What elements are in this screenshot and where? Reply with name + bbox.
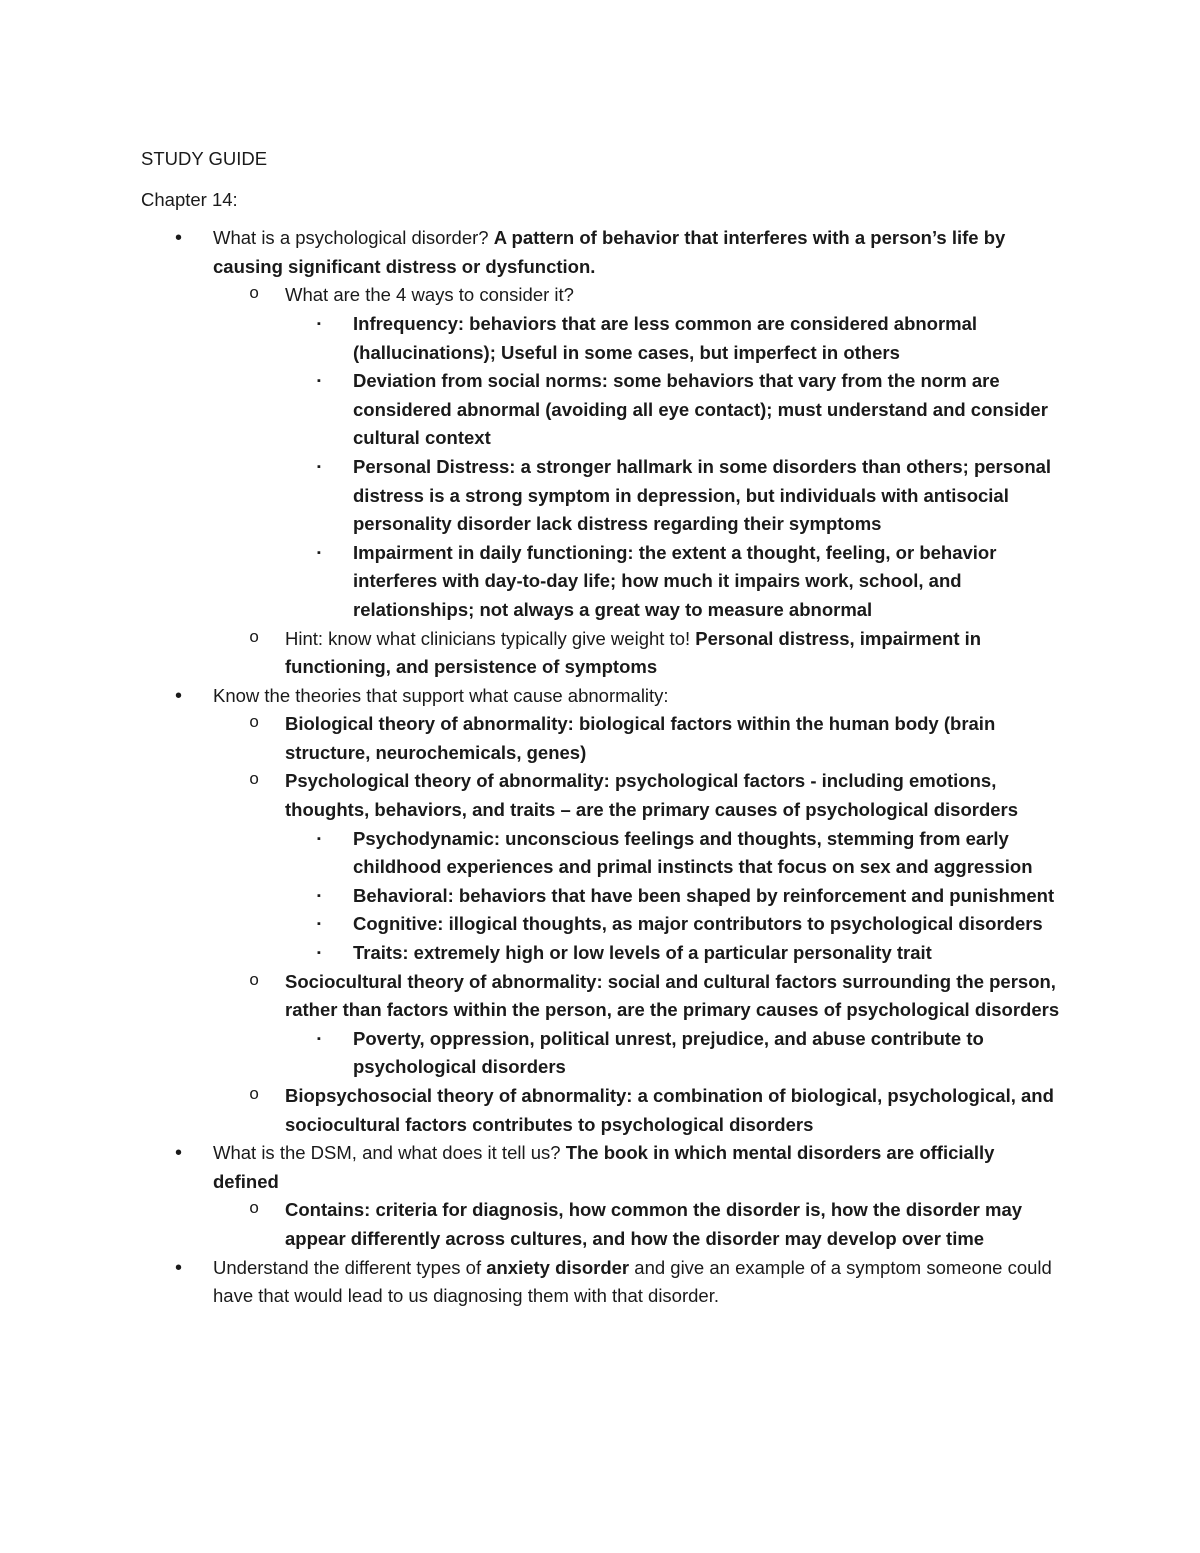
list-item-level-1 [141, 1139, 1061, 1196]
question-text: What is the DSM, and what does it tell us? [213, 1142, 566, 1164]
answer-text: Biopsychosocial theory of abnormality: a combination of biological, psychological, and sociocultural factors contributes to psychological disorders [285, 1085, 1054, 1135]
question-text: Understand the different types of [213, 1256, 487, 1278]
square-bullet-icon: ▪ [317, 918, 321, 931]
outline-list [141, 224, 1061, 1311]
circle-bullet-icon: o [249, 714, 260, 734]
question-text: What is a psychological disorder? [213, 227, 494, 249]
circle-bullet-icon: o [249, 285, 260, 305]
answer-text: Contains: criteria for diagnosis, how common the disorder is, how the disorder may appear differently across cultures, and how the disorder may develop over time [285, 1199, 1023, 1249]
answer-text: Deviation from social norms: some behaviors that vary from the norm are considered abnormal (avoiding all eye contact); must understand and consider cultural context [353, 370, 1048, 449]
question-text: What are the 4 ways to consider it? [285, 284, 574, 306]
answer-text: Behavioral: behaviors that have been shaped by reinforcement and punishment [353, 884, 1055, 906]
circle-bullet-icon: o [249, 971, 260, 991]
list-item-level-2 [141, 710, 1061, 767]
list-item-level-1 [141, 682, 1061, 711]
circle-bullet-icon: o [249, 1086, 260, 1105]
list-item-level-2 [141, 625, 1061, 682]
circle-bullet-icon: o [249, 771, 260, 791]
list-item-level-3 [141, 882, 1061, 911]
circle-bullet-icon: o [249, 628, 260, 648]
answer-text: Sociocultural theory of abnormality: social and cultural factors surrounding the person, rather than factors within the person, are the primary causes of psychological disorders [285, 970, 1060, 1021]
answer-text: Impairment in daily functioning: the extent a thought, feeling, or behavior interferes with day-to-day life; how much it impairs work, school, and relationships; not always a great way to measure abnormal [353, 541, 997, 620]
question-text: and give an example of a symptom someone could have that would lead to us diagnosing them with that disorder. [213, 1256, 1052, 1307]
list-item-level-3 [141, 367, 1061, 453]
list-item-level-2 [141, 1196, 1061, 1253]
answer-text: Biological theory of abnormality: biological factors within the human body (brain structure, neurochemicals, genes) [285, 713, 996, 763]
square-bullet-icon: ▪ [317, 832, 321, 845]
list-item-level-3 [141, 310, 1061, 367]
bullet-icon: • [175, 1142, 183, 1165]
list-item-level-3 [141, 1025, 1061, 1082]
list-item-level-3 [141, 910, 1061, 939]
list-item-level-3 [141, 453, 1061, 539]
chapter-heading: Chapter 14: [141, 188, 238, 210]
square-bullet-icon: ▪ [317, 375, 321, 388]
answer-text: Personal distress, impairment in functioning, and persistence of symptoms [285, 627, 982, 678]
bullet-icon: • [175, 227, 183, 250]
square-bullet-icon: ▪ [317, 889, 321, 902]
square-bullet-icon: ▪ [317, 317, 321, 330]
answer-text: anxiety disorder [486, 1256, 630, 1278]
answer-text: Traits: extremely high or low levels of a particular personality trait [353, 942, 932, 964]
bullet-icon: • [175, 684, 183, 707]
list-item-level-2 [141, 281, 1061, 310]
bullet-icon: • [175, 1256, 183, 1279]
question-text: Hint: know what clinicians typically give weight to! [285, 627, 696, 649]
document-title: STUDY GUIDE [141, 148, 268, 169]
answer-text: The book in which mental disorders are officially defined [213, 1142, 995, 1192]
square-bullet-icon: ▪ [317, 460, 321, 473]
answer-text: Psychodynamic: unconscious feelings and thoughts, stemming from early childhood experiences and primal instincts that focus on sex and aggression [353, 827, 1033, 878]
list-item-level-1 [141, 224, 1061, 281]
square-bullet-icon: ▪ [317, 546, 321, 559]
answer-text: Poverty, oppression, political unrest, prejudice, and abuse contribute to psychological disorders [353, 1027, 984, 1078]
answer-text: Cognitive: illogical thoughts, as major contributors to psychological disorders [353, 913, 1043, 935]
square-bullet-icon: ▪ [317, 947, 321, 960]
list-item-level-1 [141, 1254, 1061, 1311]
circle-bullet-icon: o [249, 1200, 260, 1220]
list-item-level-2 [141, 767, 1061, 824]
answer-text: Psychological theory of abnormality: psychological factors - including emotions, thoughts, behaviors, and traits – are the primary causes of psychological disorders [285, 770, 1019, 821]
list-item-level-3 [141, 539, 1061, 625]
answer-text: Infrequency: behaviors that are less common are considered abnormal (hallucinations); Useful in some cases, but imperfect in others [353, 312, 978, 363]
document-body [141, 145, 1061, 1311]
question-text: Know the theories that support what cause abnormality: [213, 684, 669, 706]
list-item-level-2 [141, 1082, 1061, 1139]
list-item-level-3 [141, 939, 1061, 968]
list-item-level-2 [141, 968, 1061, 1025]
square-bullet-icon: ▪ [317, 1032, 321, 1045]
list-item-level-3 [141, 825, 1061, 882]
answer-text: A pattern of behavior that interferes with a person’s life by causing significant distress or dysfunction. [213, 227, 1006, 277]
answer-text: Personal Distress: a stronger hallmark in some disorders than others; personal distress is a strong symptom in depression, but individuals with antisocial personality disorder lack distress regarding their symptoms [353, 455, 1052, 535]
